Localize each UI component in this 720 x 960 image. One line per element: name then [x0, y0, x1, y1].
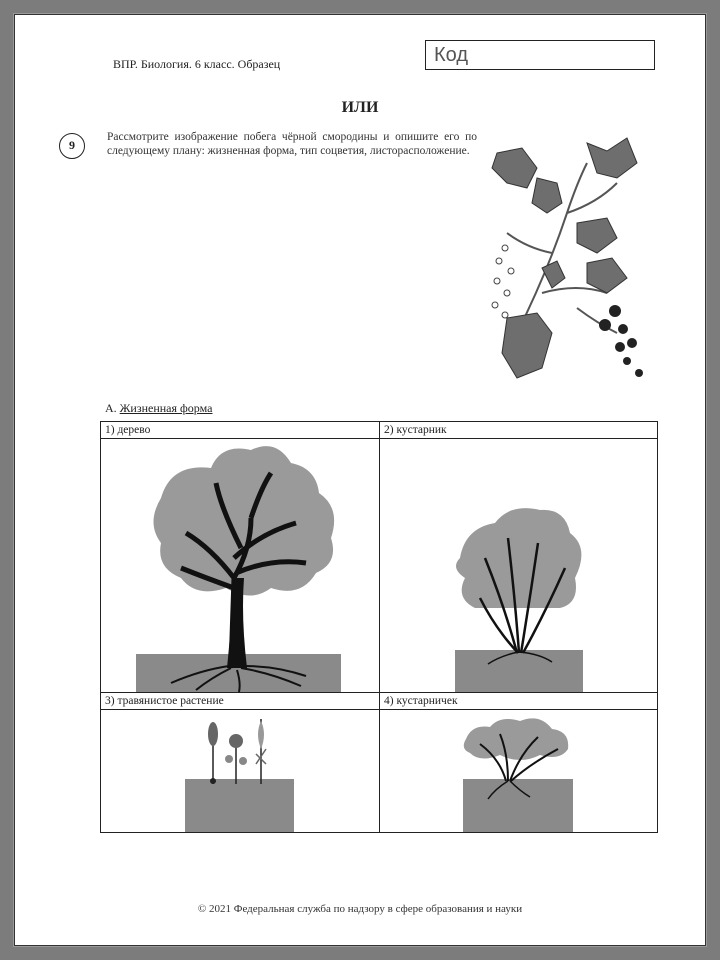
option-dwarf-shrub-label: 4) кустарничек — [380, 693, 657, 710]
section-label — [105, 401, 212, 416]
life-form-options-grid — [100, 421, 658, 833]
herb-icon — [101, 709, 379, 832]
option-herb[interactable] — [101, 693, 379, 832]
question-text: Рассмотрите изображение побега чёрной смородины и опишите его по следующему плану: жизненная форма, тип соцветия, листорасположение. — [107, 131, 477, 157]
option-dwarf-shrub[interactable] — [380, 693, 657, 832]
tree-icon — [101, 438, 379, 692]
code-field[interactable]: Код — [425, 40, 655, 70]
currant-shoot-illustration — [477, 133, 657, 383]
option-shrub-label: 2) кустарник — [380, 422, 657, 439]
section-label-text: Жизненная форма — [119, 401, 213, 415]
option-tree-label: 1) дерево — [101, 422, 379, 439]
option-tree[interactable] — [101, 422, 379, 692]
footer-copyright: © 2021 Федеральная служба по надзору в сфере образования и науки — [197, 903, 523, 915]
dwarf-shrub-icon — [380, 709, 657, 832]
header-title: ВПР. Биология. 6 класс. Образец — [113, 57, 281, 71]
option-shrub[interactable] — [380, 422, 657, 692]
worksheet-page — [14, 14, 706, 946]
section-label-prefix: А. — [105, 401, 117, 415]
shrub-icon — [380, 438, 657, 692]
option-herb-label: 3) травянистое растение — [101, 693, 379, 710]
question-number: 9 — [59, 133, 85, 159]
or-heading: ИЛИ — [341, 99, 379, 116]
